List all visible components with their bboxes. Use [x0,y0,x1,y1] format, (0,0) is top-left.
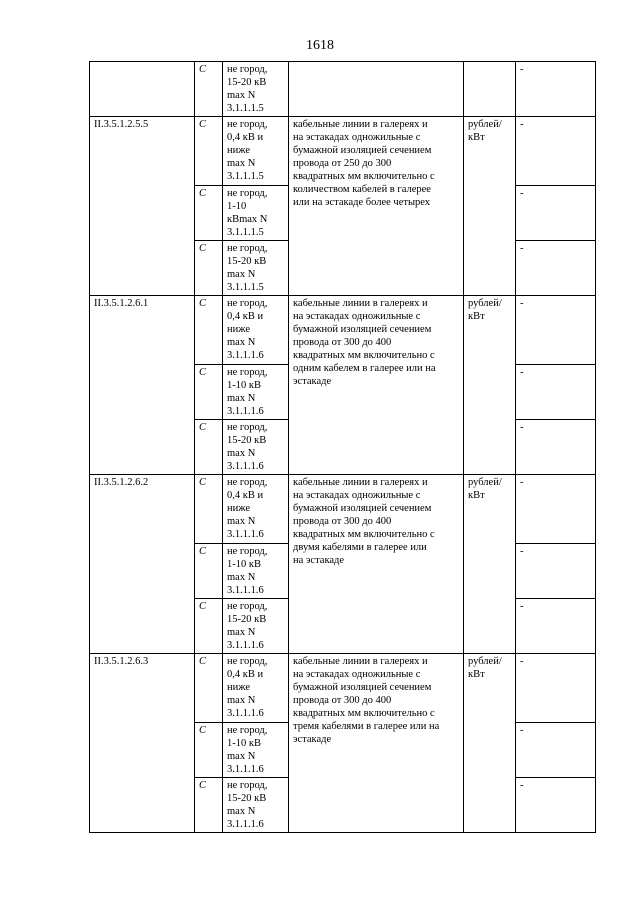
category-letter: С [195,420,223,475]
description-cell [289,654,464,833]
condition-line: 1-10 кВ [227,738,261,749]
condition-line: 0,4 кВ и [227,490,264,501]
condition-cell [223,62,289,117]
description-cell [289,296,464,475]
description-line: квадратных мм включительно с [293,529,435,540]
description-line: бумажной изоляцией сечением [293,503,432,514]
condition-line: 3.1.1.1.6 [227,640,264,651]
unit-cell [464,475,516,654]
condition-line: не город, [227,601,268,612]
condition-line: max N [227,158,256,169]
tariff-table [89,61,596,833]
category-letter: С [195,241,223,296]
description-line: кабельные линии в галереях и [293,656,428,667]
table-row [90,475,596,544]
condition-line: 3.1.1.1.5 [227,171,264,182]
value-cell: - [516,599,596,654]
condition-line: не город, [227,477,268,488]
condition-line: ниже [227,503,251,514]
value-cell: - [516,62,596,117]
condition-cell [223,186,289,241]
description-line: квадратных мм включительно с [293,350,435,361]
category-letter: С [195,723,223,778]
page-number: 1618 [306,38,334,53]
condition-line: max N [227,751,256,762]
description-line: тремя кабелями в галерее или на [293,721,440,732]
condition-line: ниже [227,145,251,156]
condition-line: 1-10 [227,201,247,212]
value-cell: - [516,241,596,296]
condition-line: 3.1.1.1.5 [227,103,264,114]
description-cell [289,475,464,654]
condition-cell [223,241,289,296]
condition-line: max N [227,269,256,280]
condition-line: 0,4 кВ и [227,311,264,322]
condition-line: не город, [227,367,268,378]
value-cell: - [516,296,596,365]
value-cell: - [516,186,596,241]
condition-cell [223,296,289,365]
table-row [90,654,596,723]
description-line: двумя кабелями в галерее или [293,542,427,553]
condition-line: не город, [227,546,268,557]
description-line: на эстакадах одножильные с [293,311,421,322]
description-cell [289,62,464,117]
condition-cell [223,117,289,186]
description-line: одним кабелем в галерее или на [293,363,436,374]
condition-cell [223,599,289,654]
condition-cell [223,654,289,723]
description-line: бумажной изоляцией сечением [293,682,432,693]
unit-cell [464,654,516,833]
condition-line: ниже [227,324,251,335]
category-letter: С [195,117,223,186]
condition-line: 15-20 кВ [227,77,267,88]
category-letter: С [195,778,223,833]
unit-line: рублей/ [468,119,502,130]
condition-line: 3.1.1.1.6 [227,764,264,775]
row-code: II.3.5.1.2.6.2 [90,475,195,654]
condition-line: не город, [227,422,268,433]
value-cell: - [516,420,596,475]
description-line: провода от 300 до 400 [293,695,392,706]
condition-cell [223,778,289,833]
condition-line: 3.1.1.1.6 [227,529,264,540]
unit-line: рублей/ [468,656,502,667]
description-line: квадратных мм включительно с [293,708,435,719]
unit-cell [464,296,516,475]
condition-line: ниже [227,682,251,693]
unit-cell [464,117,516,296]
description-line: квадратных мм включительно с [293,171,435,182]
condition-line: не город, [227,64,268,75]
category-letter: С [195,365,223,420]
description-line: на эстакадах одножильные с [293,490,421,501]
row-code: II.3.5.1.2.6.1 [90,296,195,475]
condition-line: max N [227,806,256,817]
row-code: II.3.5.1.2.5.5 [90,117,195,296]
unit-cell [464,62,516,117]
description-line: кабельные линии в галереях и [293,477,428,488]
condition-line: max N [227,572,256,583]
table-row [90,62,596,117]
value-cell: - [516,475,596,544]
condition-line: 3.1.1.1.5 [227,282,264,293]
condition-line: 3.1.1.1.6 [227,708,264,719]
description-line: провода от 300 до 400 [293,337,392,348]
condition-line: 3.1.1.1.6 [227,350,264,361]
condition-line: 3.1.1.1.6 [227,461,264,472]
condition-line: не город, [227,188,268,199]
condition-line: 3.1.1.1.6 [227,585,264,596]
unit-line: кВт [468,311,485,322]
value-cell: - [516,544,596,599]
condition-line: не город, [227,656,268,667]
description-line: провода от 300 до 400 [293,516,392,527]
condition-line: 15-20 кВ [227,793,267,804]
condition-line: 3.1.1.1.5 [227,227,264,238]
table-row [90,117,596,186]
condition-line: 3.1.1.1.6 [227,819,264,830]
value-cell: - [516,365,596,420]
description-line: на эстакадах одножильные с [293,669,421,680]
category-letter: С [195,186,223,241]
condition-line: max N [227,627,256,638]
condition-line: 0,4 кВ и [227,132,264,143]
condition-line: 15-20 кВ [227,435,267,446]
row-code: II.3.5.1.2.6.3 [90,654,195,833]
condition-line: 15-20 кВ [227,614,267,625]
category-letter: С [195,62,223,117]
condition-line: не город, [227,780,268,791]
condition-line: max N [227,448,256,459]
condition-line: max N [227,337,256,348]
value-cell: - [516,778,596,833]
unit-line: рублей/ [468,477,502,488]
condition-line: 15-20 кВ [227,256,267,267]
description-line: количеством кабелей в галерее [293,184,431,195]
condition-cell [223,475,289,544]
condition-line: 1-10 кВ [227,559,261,570]
condition-line: 3.1.1.1.6 [227,406,264,417]
category-letter: С [195,544,223,599]
condition-line: не город, [227,725,268,736]
description-line: или на эстакаде более четырех [293,197,431,208]
condition-cell [223,544,289,599]
value-cell: - [516,654,596,723]
condition-line: max N [227,90,256,101]
condition-cell [223,420,289,475]
condition-line: не город, [227,298,268,309]
condition-line: кВmax N [227,214,268,225]
description-line: провода от 250 до 300 [293,158,392,169]
unit-line: рублей/ [468,298,502,309]
condition-line: max N [227,516,256,527]
category-letter: С [195,654,223,723]
condition-line: 0,4 кВ и [227,669,264,680]
condition-line: не город, [227,243,268,254]
condition-line: max N [227,695,256,706]
condition-cell [223,723,289,778]
description-cell [289,117,464,296]
description-line: кабельные линии в галереях и [293,119,428,130]
condition-cell [223,365,289,420]
category-letter: С [195,599,223,654]
condition-line: max N [227,393,256,404]
description-line: кабельные линии в галереях и [293,298,428,309]
condition-line: 1-10 кВ [227,380,261,391]
description-line: эстакаде [293,376,332,387]
category-letter: С [195,475,223,544]
row-code [90,62,195,117]
table-row [90,296,596,365]
description-line: на эстакаде [293,555,345,566]
description-line: бумажной изоляцией сечением [293,145,432,156]
description-line: на эстакадах одножильные с [293,132,421,143]
value-cell: - [516,723,596,778]
unit-line: кВт [468,132,485,143]
unit-line: кВт [468,490,485,501]
description-line: эстакаде [293,734,332,745]
value-cell: - [516,117,596,186]
unit-line: кВт [468,669,485,680]
description-line: бумажной изоляцией сечением [293,324,432,335]
category-letter: С [195,296,223,365]
condition-line: не город, [227,119,268,130]
